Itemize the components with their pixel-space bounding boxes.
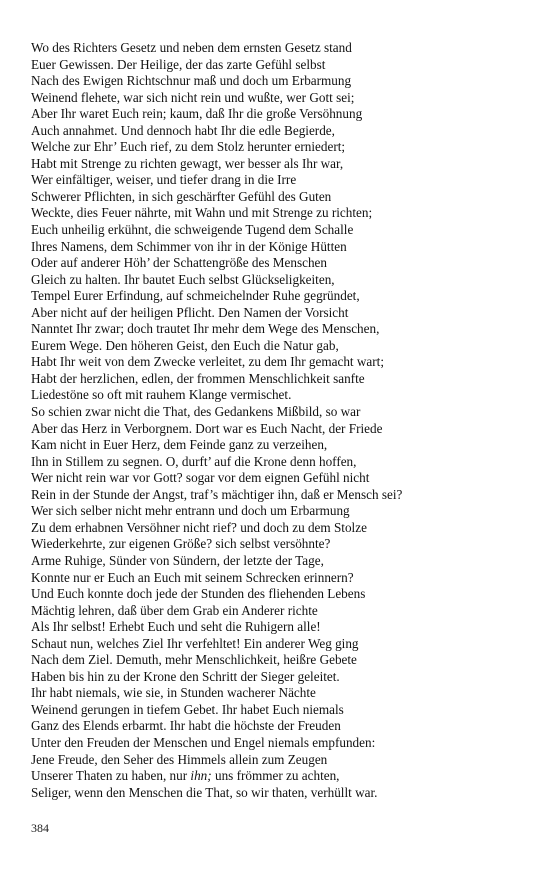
page-number: 384 [31,821,49,835]
poem-line: Nach des Ewigen Richtschnur maß und doch um Erbarmung [31,73,352,89]
poem-line: Wer einfältiger, weiser, und tiefer drang in die Irre [31,172,297,188]
poem-line: Haben bis hin zu der Krone den Schritt der Sieger geleitet. [31,668,340,684]
poem-line: Rein in der Stunde der Angst, traf’s mächtiger ihn, daß er Mensch sei? [31,486,403,502]
poem-line: Schaut nun, welches Ziel Ihr verfehltet! Ein anderer Weg ging [31,635,359,651]
poem-line: Habt der herzlichen, edlen, der frommen Menschlichkeit sanfte [31,370,365,386]
poem-line: Habt Ihr weit von dem Zwecke verleitet, zu dem Ihr gemacht wart; [31,354,384,370]
poem-line: Wiederkehrte, zur eigenen Größe? sich selbst versöhnte? [31,536,331,552]
poem-line: Arme Ruhige, Sünder von Sündern, der letzte der Tage, [31,552,324,568]
poem-line: Wer sich selber nicht mehr entrann und doch um Erbarmung [31,503,350,519]
poem-line: Schwerer Pflichten, in sich geschärfter Gefühl des Guten [31,188,332,204]
poem-line: Welche zur Ehr’ Euch rief, zu dem Stolz herunter erniedert; [31,139,346,155]
poem-line: Seliger, wenn den Menschen die That, so wir thaten, verhüllt war. [31,784,378,800]
poem-line: Weinend flehete, war sich nicht rein und wußte, wer Gott sei; [31,89,355,105]
poem-line: Aber das Herz in Verborgnem. Dort war es Euch Nacht, der Friede [31,420,383,436]
poem-line: Aber nicht auf der heiligen Pflicht. Den Namen der Vorsicht [31,304,349,320]
poem-line: Zu dem erhabnen Versöhner nicht rief? und doch zu dem Stolze [31,519,367,535]
poem-line: Weinend gerungen in tiefem Gebet. Ihr habet Euch niemals [31,701,344,717]
poem-line: Auch annahmet. Und dennoch habt Ihr die edle Begierde, [31,122,335,138]
poem-line: Gleich zu halten. Ihr bautet Euch selbst Glückseligkeiten, [31,271,335,287]
poem-line: Unserer Thaten zu haben, nur ihn; uns frömmer zu achten, [31,768,340,784]
poem-line: Oder auf anderer Höh’ der Schattengröße des Menschen [31,255,327,271]
poem-line: Liedestöne so oft mit rauhem Klange vermischet. [31,387,292,403]
poem-line: Wo des Richters Gesetz und neben dem ernsten Gesetz stand [31,40,352,55]
poem-text-block [31,40,531,801]
poem-line: Eurem Wege. Den höheren Geist, den Euch die Natur gab, [31,337,339,353]
poem-line: So schien zwar nicht die That, des Gedankens Mißbild, so war [31,404,361,420]
poem-line: Habt mit Strenge zu richten gewagt, wer besser als Ihr war, [31,155,344,171]
poem-line: Und Euch konnte doch jede der Stunden des fliehenden Lebens [31,586,366,602]
poem-line: Unter den Freuden der Menschen und Engel niemals empfunden: [31,734,376,750]
poem-line: Ihn in Stillem zu segnen. O, durft’ auf die Krone denn hoffen, [31,453,357,469]
poem-line: Ihr habt niemals, wie sie, in Stunden wacherer Nächte [31,685,316,701]
poem-line: Konnte nur er Euch an Euch mit seinem Schrecken erinnern? [31,569,354,585]
poem-line: Aber Ihr waret Euch rein; kaum, daß Ihr die große Versöhnung [31,106,363,122]
poem-line: Euch unheilig erkühnt, die schweigende Tugend dem Schalle [31,222,354,238]
poem-line: Ganz des Elends erbarmt. Ihr habt die höchste der Freuden [31,718,341,734]
poem-line: Nanntet Ihr zwar; doch trautet Ihr mehr dem Wege des Menschen, [31,321,380,337]
poem-line: Als Ihr selbst! Erhebt Euch und seht die Ruhigern alle! [31,619,321,635]
poem-line: Mächtig lehren, daß über dem Grab ein Anderer richte [31,602,318,618]
poem-line: Weckte, dies Feuer nährte, mit Wahn und mit Strenge zu richten; [31,205,373,221]
poem-line: Jene Freude, den Seher des Himmels allein zum Zeugen [31,751,328,767]
poem-line: Tempel Eurer Erfindung, auf schmeichelnder Ruhe gegründet, [31,288,360,304]
poem-line: Euer Gewissen. Der Heilige, der das zarte Gefühl selbst [31,56,326,72]
poem-line: Kam nicht in Euer Herz, dem Feinde ganz zu verzeihen, [31,437,328,453]
emphasized-word: ihn; [190,768,212,784]
poem-line: Ihres Namens, dem Schimmer von ihr in der Könige Hütten [31,238,347,254]
poem-line: Nach dem Ziel. Demuth, mehr Menschlichkeit, heißre Gebete [31,652,357,668]
poem-line: Wer nicht rein war vor Gott? sogar vor dem eignen Gefühl nicht [31,470,370,486]
